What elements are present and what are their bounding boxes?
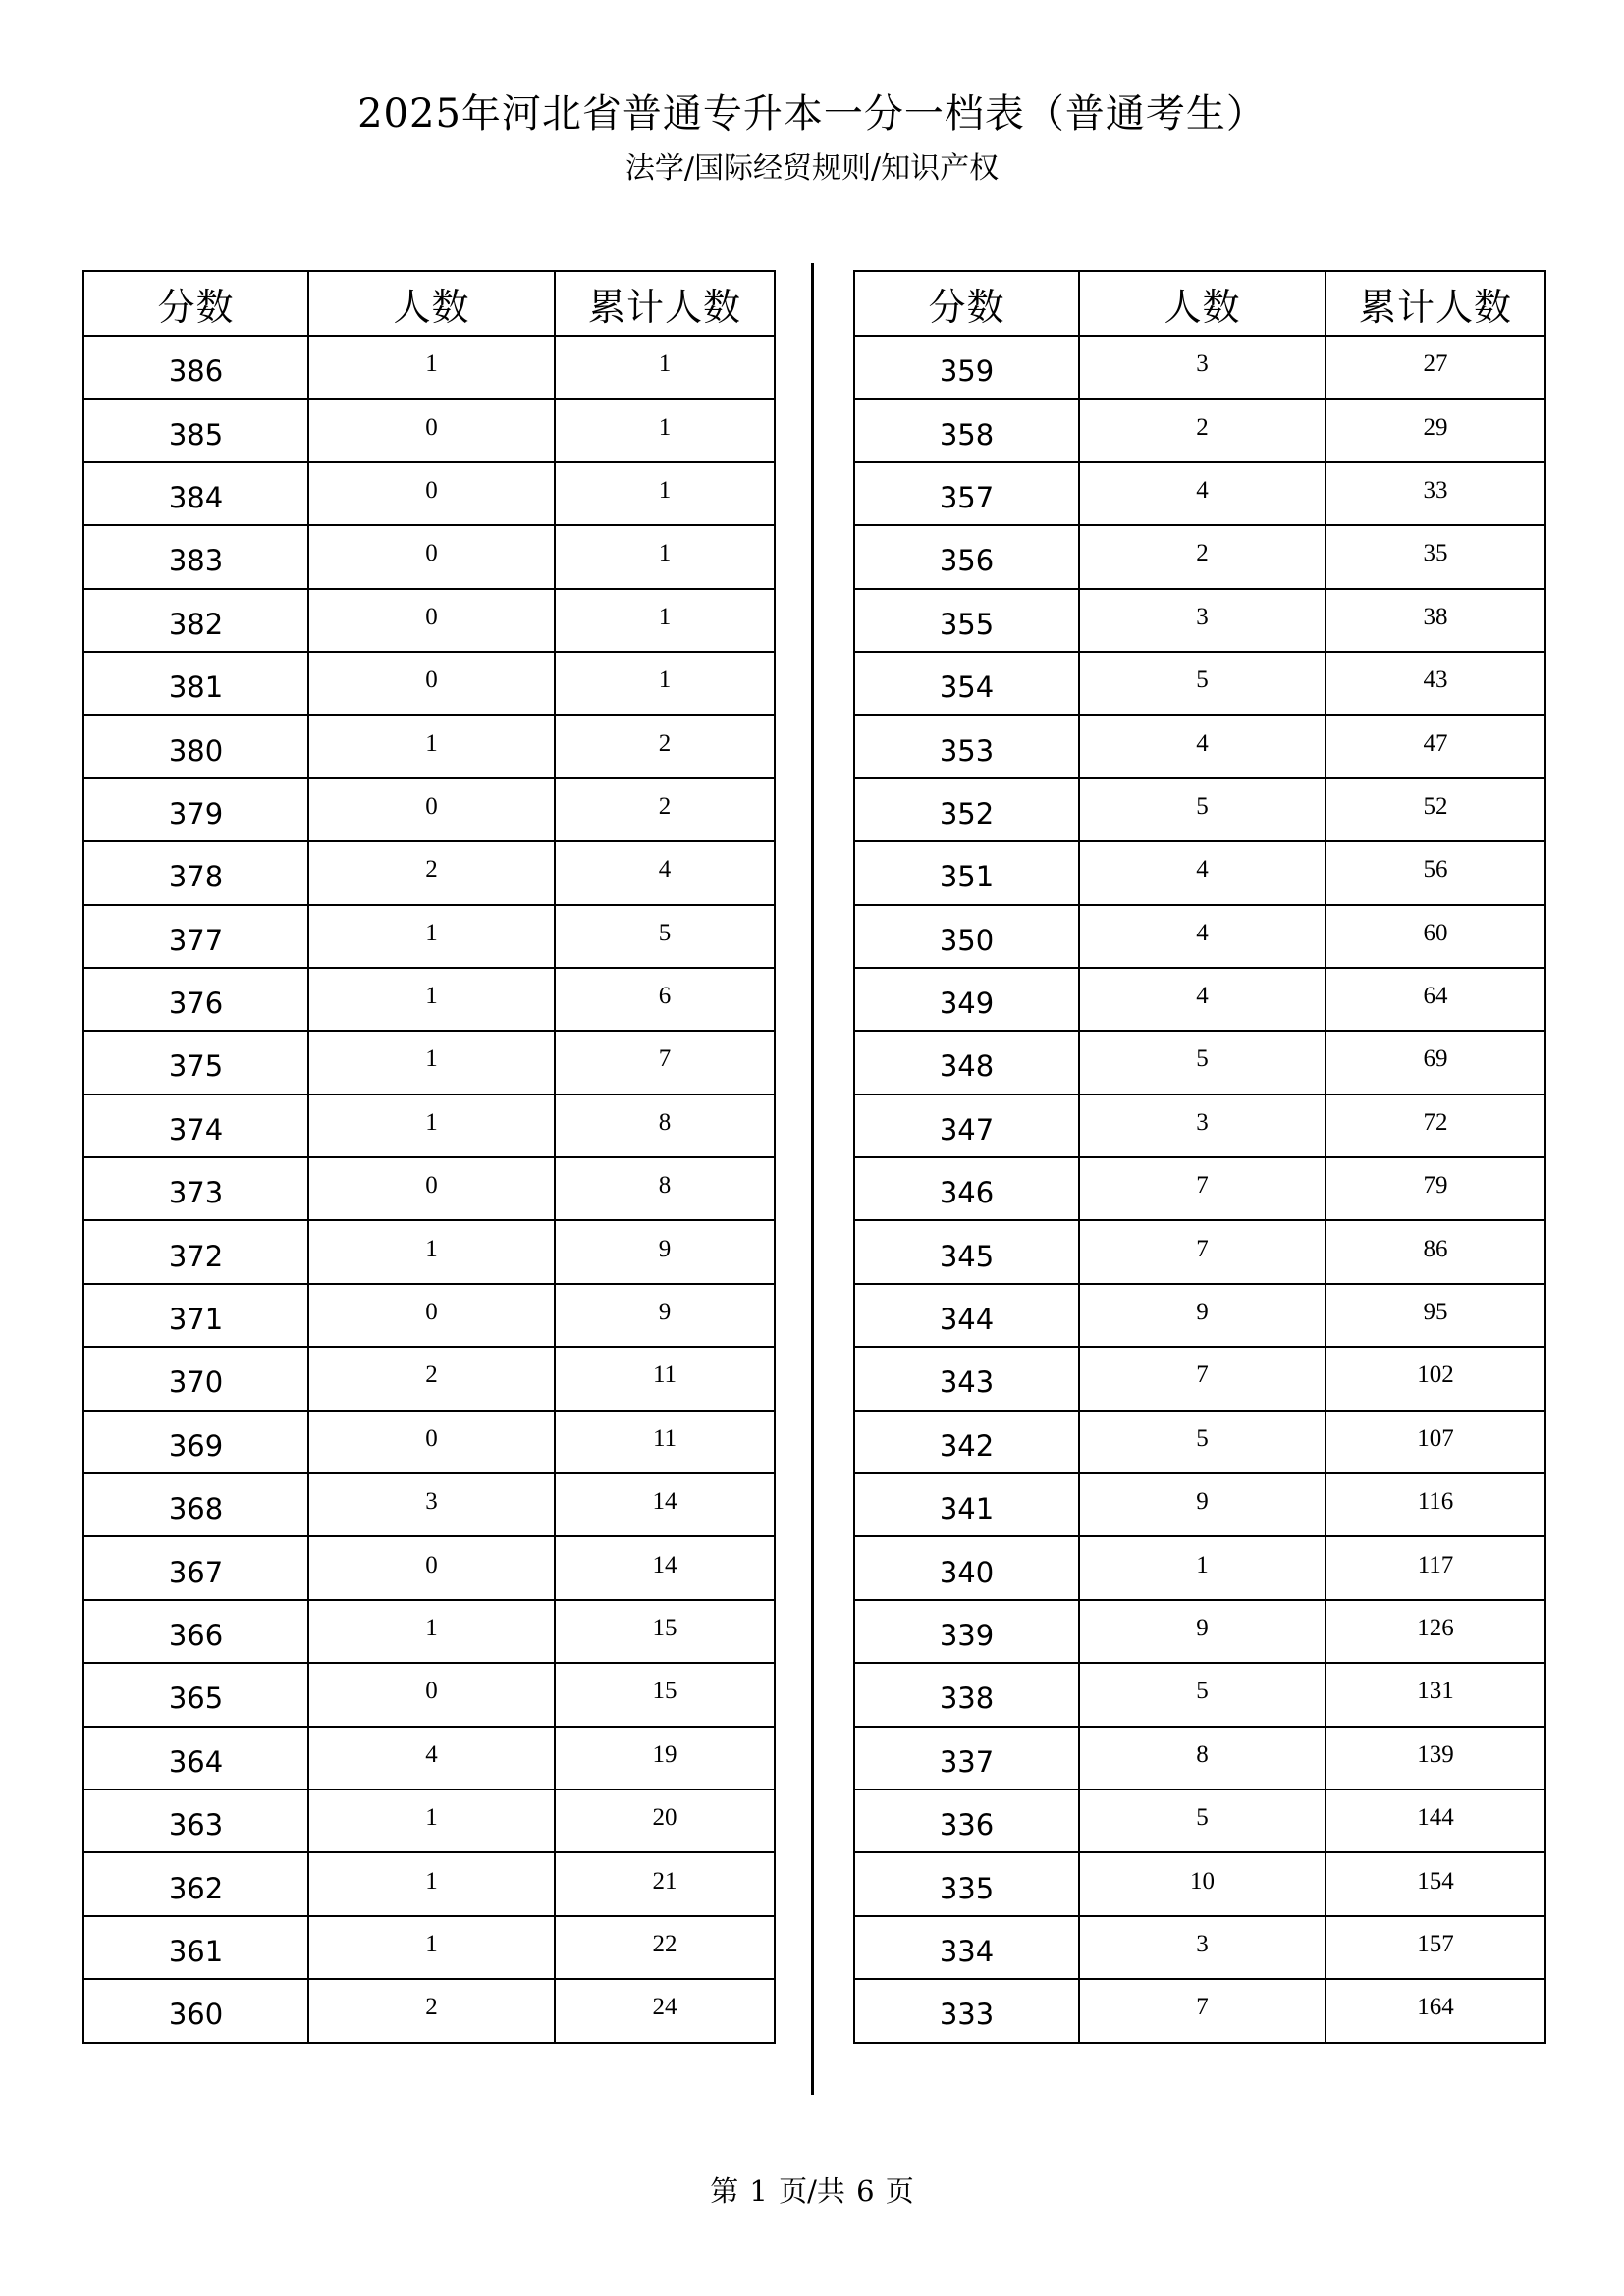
page-footer: 第 1 页/共 6 页 — [710, 2174, 914, 2208]
count-cell: 4 — [1079, 968, 1326, 1031]
table-row — [854, 1220, 1545, 1283]
count-cell: 0 — [308, 778, 555, 841]
cumulative-cell: 14 — [555, 1473, 775, 1536]
score-cell: 356 — [854, 525, 1079, 588]
cumulative-cell: 72 — [1326, 1095, 1545, 1157]
score-cell: 380 — [83, 715, 308, 777]
score-cell: 344 — [854, 1284, 1079, 1347]
score-cell: 347 — [854, 1095, 1079, 1157]
table-row — [854, 1473, 1545, 1536]
table-row — [83, 1789, 775, 1852]
table-row — [83, 1031, 775, 1094]
count-cell: 5 — [1079, 1031, 1326, 1094]
table-row — [854, 1916, 1545, 1979]
score-cell: 381 — [83, 652, 308, 715]
cumulative-cell: 164 — [1326, 1979, 1545, 2042]
score-cell: 374 — [83, 1095, 308, 1157]
score-cell: 384 — [83, 462, 308, 525]
column-header-score: 分数 — [83, 271, 308, 336]
count-cell: 4 — [1079, 462, 1326, 525]
score-cell: 339 — [854, 1600, 1079, 1663]
score-cell: 360 — [83, 1979, 308, 2042]
count-cell: 1 — [308, 336, 555, 399]
count-cell: 10 — [1079, 1852, 1326, 1915]
cumulative-cell: 107 — [1326, 1411, 1545, 1473]
cumulative-cell: 9 — [555, 1284, 775, 1347]
table-row — [854, 778, 1545, 841]
cumulative-cell: 144 — [1326, 1789, 1545, 1852]
count-cell: 5 — [1079, 778, 1326, 841]
count-cell: 4 — [1079, 905, 1326, 968]
cumulative-cell: 64 — [1326, 968, 1545, 1031]
count-cell: 0 — [308, 652, 555, 715]
score-cell: 348 — [854, 1031, 1079, 1094]
count-cell: 2 — [308, 1347, 555, 1410]
table-row — [83, 1284, 775, 1347]
table-row — [83, 652, 775, 715]
table-row — [854, 968, 1545, 1031]
cumulative-cell: 1 — [555, 399, 775, 461]
table-row — [854, 589, 1545, 652]
count-cell: 0 — [308, 525, 555, 588]
cumulative-cell: 11 — [555, 1411, 775, 1473]
cumulative-cell: 9 — [555, 1220, 775, 1283]
table-row — [83, 715, 775, 777]
table-row — [854, 1031, 1545, 1094]
count-cell: 5 — [1079, 1411, 1326, 1473]
count-cell: 9 — [1079, 1284, 1326, 1347]
table-body-right — [854, 336, 1545, 2043]
cumulative-cell: 116 — [1326, 1473, 1545, 1536]
count-cell: 7 — [1079, 1220, 1326, 1283]
table-row — [83, 462, 775, 525]
count-cell: 1 — [308, 1220, 555, 1283]
score-cell: 386 — [83, 336, 308, 399]
cumulative-cell: 43 — [1326, 652, 1545, 715]
cumulative-cell: 95 — [1326, 1284, 1545, 1347]
score-cell: 346 — [854, 1157, 1079, 1220]
cumulative-cell: 79 — [1326, 1157, 1545, 1220]
score-cell: 333 — [854, 1979, 1079, 2042]
score-cell: 342 — [854, 1411, 1079, 1473]
table-row — [854, 715, 1545, 777]
count-cell: 3 — [1079, 1095, 1326, 1157]
column-header-count: 人数 — [1079, 271, 1326, 336]
count-cell: 1 — [308, 1852, 555, 1915]
cumulative-cell: 60 — [1326, 905, 1545, 968]
score-cell: 377 — [83, 905, 308, 968]
score-cell: 343 — [854, 1347, 1079, 1410]
table-row — [83, 399, 775, 461]
cumulative-cell: 7 — [555, 1031, 775, 1094]
count-cell: 0 — [308, 1284, 555, 1347]
count-cell: 9 — [1079, 1600, 1326, 1663]
table-row — [83, 905, 775, 968]
score-cell: 369 — [83, 1411, 308, 1473]
score-cell: 336 — [854, 1789, 1079, 1852]
table-row — [854, 652, 1545, 715]
count-cell: 0 — [308, 1663, 555, 1726]
count-cell: 8 — [1079, 1727, 1326, 1789]
table-row — [854, 525, 1545, 588]
count-cell: 2 — [308, 841, 555, 904]
count-cell: 2 — [1079, 525, 1326, 588]
table-row — [854, 1600, 1545, 1663]
score-cell: 366 — [83, 1600, 308, 1663]
score-cell: 364 — [83, 1727, 308, 1789]
cumulative-cell: 20 — [555, 1789, 775, 1852]
table-row — [83, 1979, 775, 2042]
score-cell: 371 — [83, 1284, 308, 1347]
score-cell: 383 — [83, 525, 308, 588]
score-cell: 379 — [83, 778, 308, 841]
table-row — [83, 1473, 775, 1536]
cumulative-cell: 154 — [1326, 1852, 1545, 1915]
score-cell: 375 — [83, 1031, 308, 1094]
table-row — [854, 841, 1545, 904]
count-cell: 4 — [1079, 715, 1326, 777]
count-cell: 3 — [1079, 589, 1326, 652]
table-header-row — [854, 271, 1545, 336]
score-cell: 359 — [854, 336, 1079, 399]
score-cell: 340 — [854, 1536, 1079, 1599]
table-row — [83, 1600, 775, 1663]
table-row — [83, 1916, 775, 1979]
table-row — [83, 778, 775, 841]
count-cell: 1 — [308, 905, 555, 968]
table-row — [83, 1727, 775, 1789]
cumulative-cell: 131 — [1326, 1663, 1545, 1726]
cumulative-cell: 117 — [1326, 1536, 1545, 1599]
cumulative-cell: 11 — [555, 1347, 775, 1410]
table-row — [83, 1536, 775, 1599]
count-cell: 3 — [1079, 336, 1326, 399]
table-row — [83, 589, 775, 652]
table-header-row — [83, 271, 775, 336]
column-divider — [811, 263, 814, 2095]
table-row — [854, 1663, 1545, 1726]
count-cell: 1 — [308, 968, 555, 1031]
table-row — [854, 1157, 1545, 1220]
count-cell: 5 — [1079, 652, 1326, 715]
cumulative-cell: 21 — [555, 1852, 775, 1915]
table-row — [854, 399, 1545, 461]
score-cell: 365 — [83, 1663, 308, 1726]
score-cell: 338 — [854, 1663, 1079, 1726]
table-row — [854, 1979, 1545, 2042]
count-cell: 7 — [1079, 1157, 1326, 1220]
score-cell: 372 — [83, 1220, 308, 1283]
cumulative-cell: 19 — [555, 1727, 775, 1789]
cumulative-cell: 1 — [555, 525, 775, 588]
cumulative-cell: 22 — [555, 1916, 775, 1979]
score-cell: 362 — [83, 1852, 308, 1915]
score-cell: 337 — [854, 1727, 1079, 1789]
score-cell: 367 — [83, 1536, 308, 1599]
score-cell: 334 — [854, 1916, 1079, 1979]
table-row — [83, 1852, 775, 1915]
page-subtitle: 法学/国际经贸规则/知识产权 — [624, 151, 1000, 186]
score-cell: 341 — [854, 1473, 1079, 1536]
score-cell: 358 — [854, 399, 1079, 461]
score-cell: 357 — [854, 462, 1079, 525]
count-cell: 0 — [308, 1536, 555, 1599]
cumulative-cell: 15 — [555, 1600, 775, 1663]
table-row — [854, 462, 1545, 525]
cumulative-cell: 2 — [555, 778, 775, 841]
table-row — [83, 1220, 775, 1283]
count-cell: 0 — [308, 1411, 555, 1473]
cumulative-cell: 56 — [1326, 841, 1545, 904]
cumulative-cell: 126 — [1326, 1600, 1545, 1663]
table-row — [854, 1852, 1545, 1915]
table-row — [83, 841, 775, 904]
cumulative-cell: 86 — [1326, 1220, 1545, 1283]
table-row — [854, 1536, 1545, 1599]
count-cell: 1 — [308, 1095, 555, 1157]
table-row — [854, 1347, 1545, 1410]
cumulative-cell: 14 — [555, 1536, 775, 1599]
table-row — [854, 905, 1545, 968]
column-header-cumulative: 累计人数 — [1326, 271, 1545, 336]
table-row — [83, 1663, 775, 1726]
table-row — [854, 1411, 1545, 1473]
count-cell: 1 — [308, 1789, 555, 1852]
table-row — [83, 525, 775, 588]
count-cell: 4 — [308, 1727, 555, 1789]
count-cell: 0 — [308, 399, 555, 461]
cumulative-cell: 47 — [1326, 715, 1545, 777]
table-row — [83, 1095, 775, 1157]
cumulative-cell: 139 — [1326, 1727, 1545, 1789]
score-cell: 385 — [83, 399, 308, 461]
cumulative-cell: 2 — [555, 715, 775, 777]
cumulative-cell: 35 — [1326, 525, 1545, 588]
table-row — [854, 1789, 1545, 1852]
cumulative-cell: 27 — [1326, 336, 1545, 399]
count-cell: 1 — [308, 1600, 555, 1663]
score-cell: 368 — [83, 1473, 308, 1536]
cumulative-cell: 24 — [555, 1979, 775, 2042]
count-cell: 2 — [1079, 399, 1326, 461]
cumulative-cell: 1 — [555, 652, 775, 715]
cumulative-cell: 52 — [1326, 778, 1545, 841]
score-cell: 376 — [83, 968, 308, 1031]
cumulative-cell: 102 — [1326, 1347, 1545, 1410]
score-cell: 361 — [83, 1916, 308, 1979]
table-row — [854, 336, 1545, 399]
score-cell: 355 — [854, 589, 1079, 652]
count-cell: 1 — [308, 1031, 555, 1094]
count-cell: 9 — [1079, 1473, 1326, 1536]
count-cell: 4 — [1079, 841, 1326, 904]
count-cell: 7 — [1079, 1347, 1326, 1410]
cumulative-cell: 1 — [555, 462, 775, 525]
cumulative-cell: 157 — [1326, 1916, 1545, 1979]
score-table-right — [853, 270, 1546, 2044]
table-row — [83, 968, 775, 1031]
table-body-left — [83, 336, 775, 2043]
cumulative-cell: 6 — [555, 968, 775, 1031]
score-cell: 353 — [854, 715, 1079, 777]
score-cell: 373 — [83, 1157, 308, 1220]
column-header-cumulative: 累计人数 — [555, 271, 775, 336]
score-cell: 354 — [854, 652, 1079, 715]
table-row — [83, 336, 775, 399]
table-row — [83, 1157, 775, 1220]
cumulative-cell: 8 — [555, 1157, 775, 1220]
cumulative-cell: 33 — [1326, 462, 1545, 525]
score-cell: 349 — [854, 968, 1079, 1031]
cumulative-cell: 4 — [555, 841, 775, 904]
score-cell: 350 — [854, 905, 1079, 968]
score-cell: 351 — [854, 841, 1079, 904]
cumulative-cell: 1 — [555, 589, 775, 652]
count-cell: 5 — [1079, 1663, 1326, 1726]
score-cell: 378 — [83, 841, 308, 904]
page-title: 2025年河北省普通专升本一分一档表（普通考生） — [357, 91, 1267, 136]
score-cell: 335 — [854, 1852, 1079, 1915]
count-cell: 1 — [1079, 1536, 1326, 1599]
score-table-left — [82, 270, 776, 2044]
count-cell: 0 — [308, 462, 555, 525]
count-cell: 0 — [308, 1157, 555, 1220]
count-cell: 3 — [1079, 1916, 1326, 1979]
table-row — [83, 1347, 775, 1410]
table-row — [854, 1095, 1545, 1157]
score-cell: 370 — [83, 1347, 308, 1410]
score-cell: 345 — [854, 1220, 1079, 1283]
count-cell: 0 — [308, 589, 555, 652]
cumulative-cell: 8 — [555, 1095, 775, 1157]
count-cell: 1 — [308, 1916, 555, 1979]
count-cell: 1 — [308, 715, 555, 777]
cumulative-cell: 29 — [1326, 399, 1545, 461]
table-row — [854, 1727, 1545, 1789]
count-cell: 5 — [1079, 1789, 1326, 1852]
cumulative-cell: 1 — [555, 336, 775, 399]
column-header-score: 分数 — [854, 271, 1079, 336]
cumulative-cell: 69 — [1326, 1031, 1545, 1094]
score-cell: 352 — [854, 778, 1079, 841]
cumulative-cell: 5 — [555, 905, 775, 968]
count-cell: 7 — [1079, 1979, 1326, 2042]
score-cell: 382 — [83, 589, 308, 652]
score-cell: 363 — [83, 1789, 308, 1852]
count-cell: 3 — [308, 1473, 555, 1536]
cumulative-cell: 38 — [1326, 589, 1545, 652]
table-row — [83, 1411, 775, 1473]
count-cell: 2 — [308, 1979, 555, 2042]
cumulative-cell: 15 — [555, 1663, 775, 1726]
table-row — [854, 1284, 1545, 1347]
column-header-count: 人数 — [308, 271, 555, 336]
